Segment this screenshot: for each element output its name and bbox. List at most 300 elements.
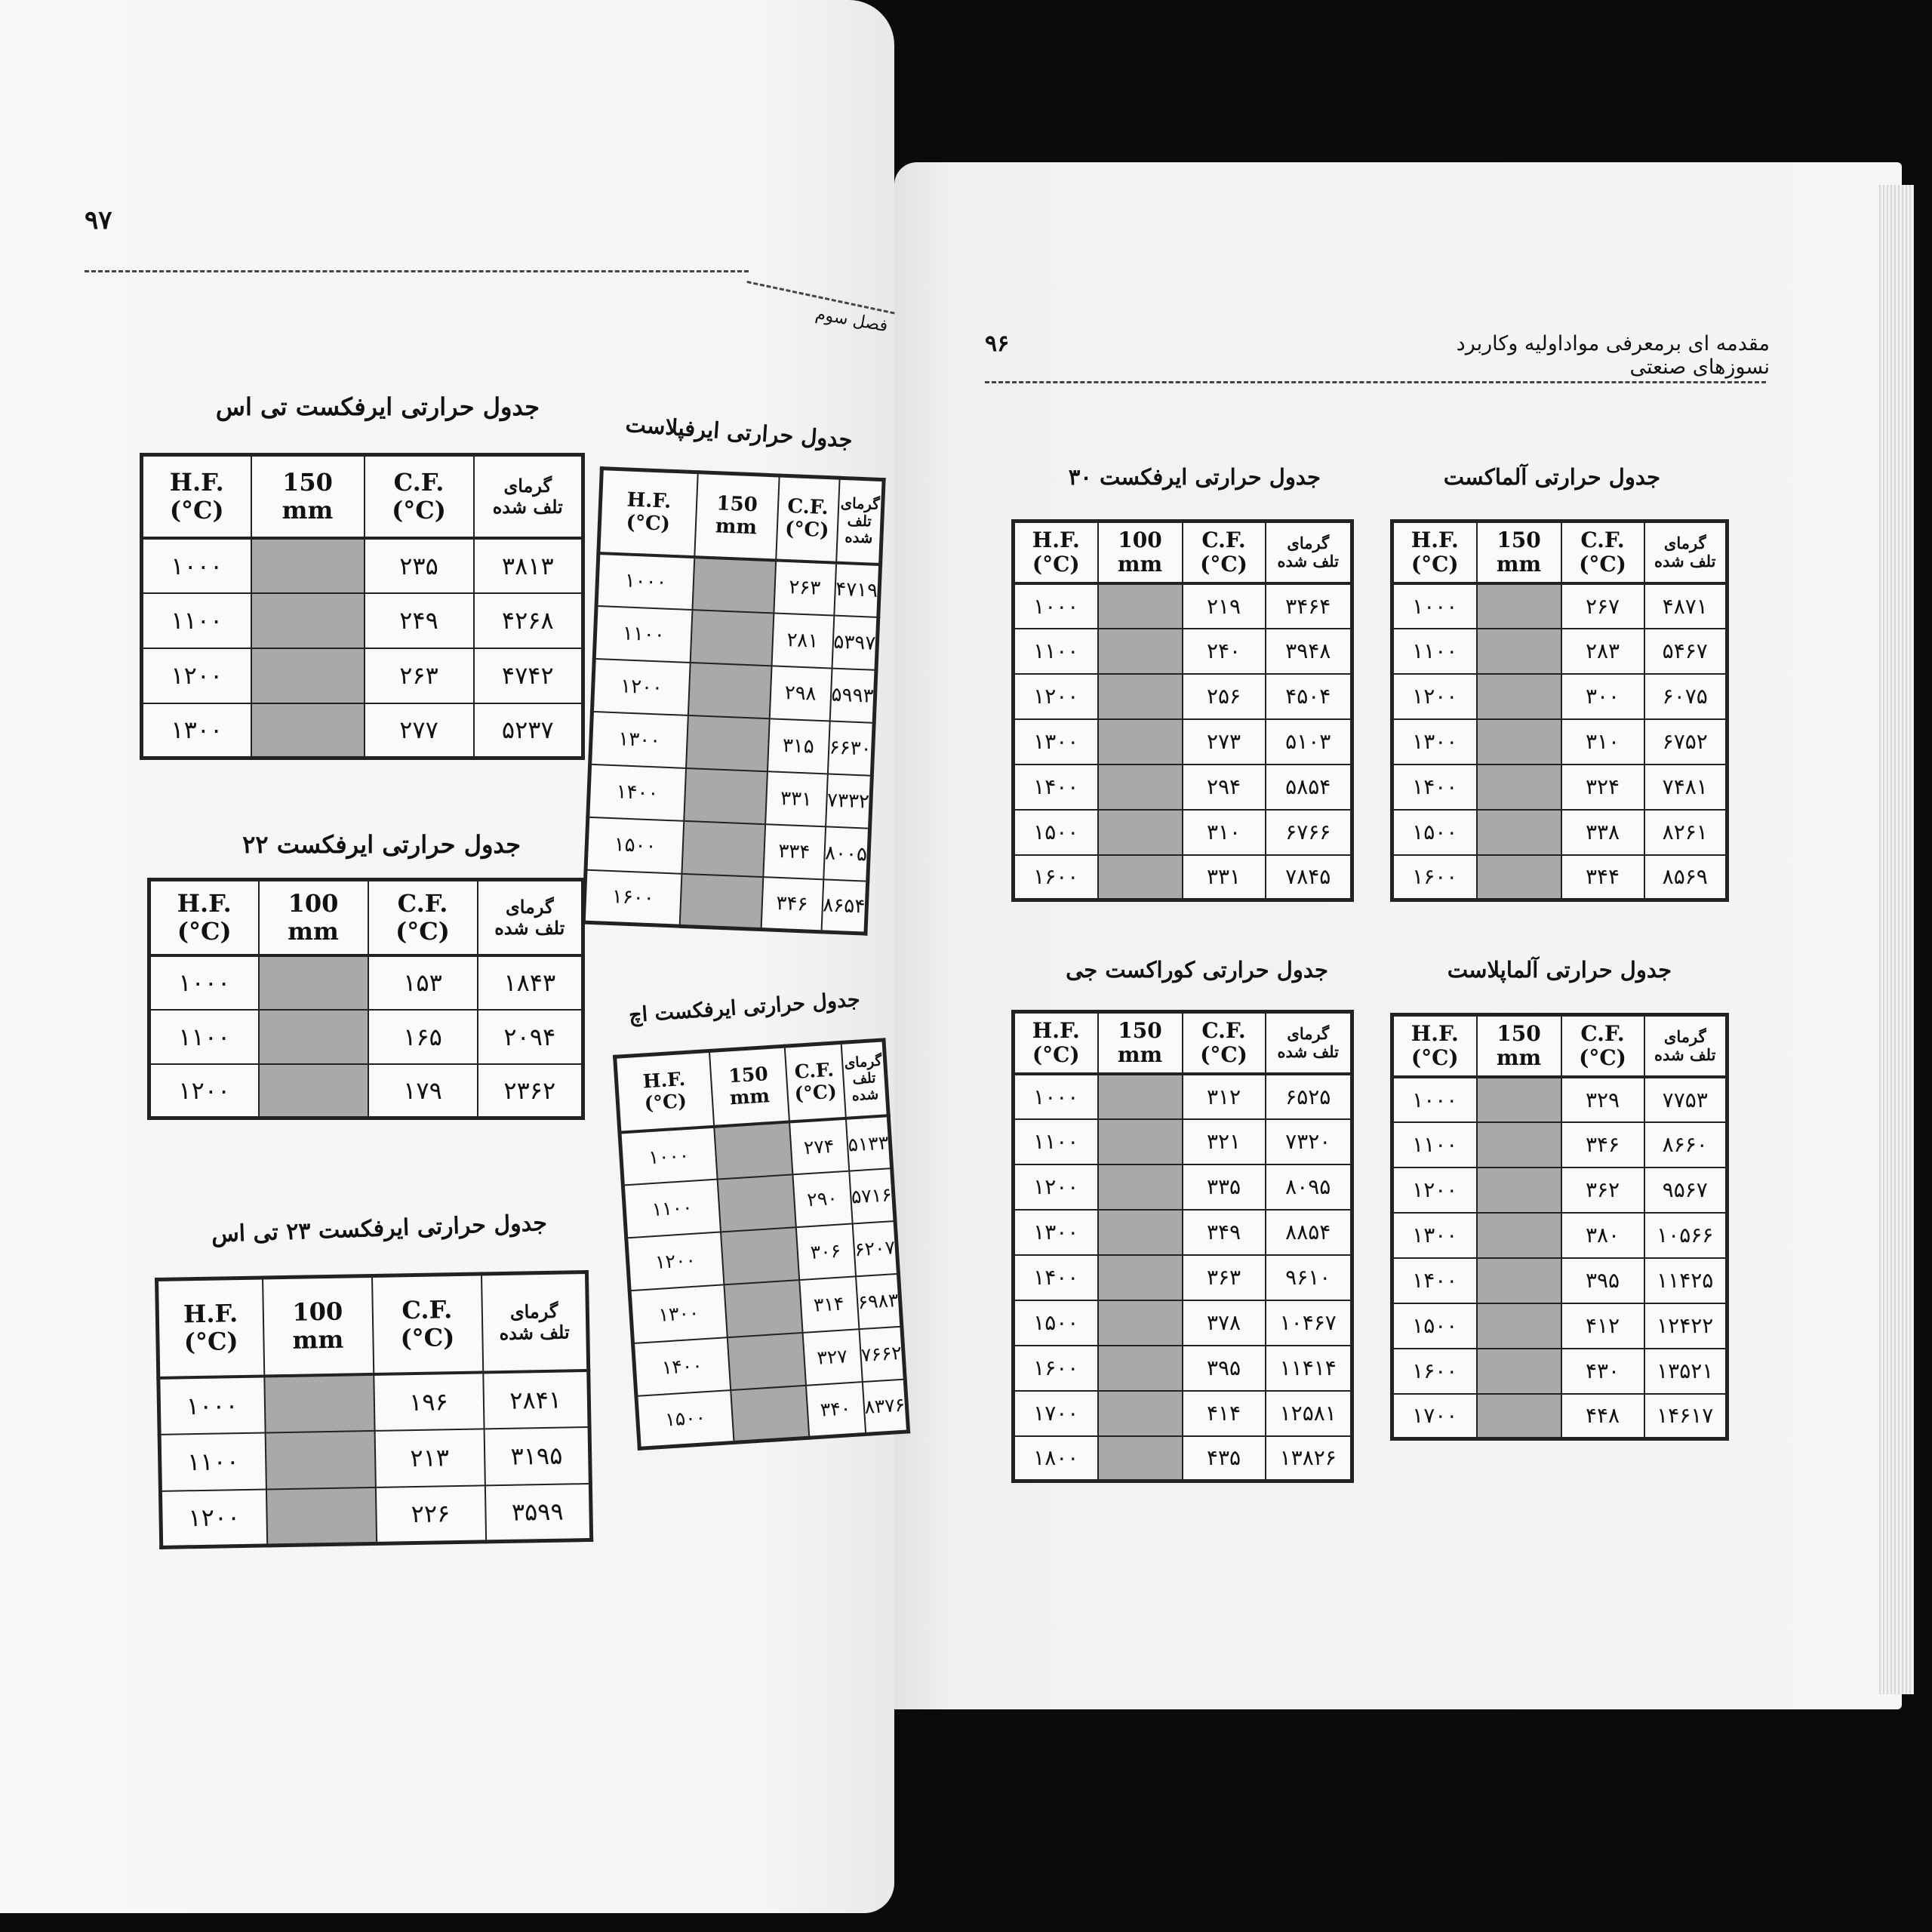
hot-face-cell: ۱۳۰۰ [629,1284,727,1343]
table-row [1392,1394,1727,1439]
cold-face-cell: ۴۱۲ [1561,1303,1644,1349]
hot-face-cell: ۱۵۰۰ [1392,1303,1477,1349]
heat-loss-cell: ۱۲۵۸۱ [1266,1391,1352,1436]
cold-face-cell: ۳۴۶ [1561,1122,1644,1168]
hot-face-cell: ۱۲۰۰ [1392,1168,1477,1213]
hot-face-cell: ۱۱۰۰ [159,1432,266,1491]
table-row [1392,1168,1727,1213]
heat-loss-cell: ۵۱۰۳ [1266,719,1352,764]
column-header: C.F. (°C) [784,1043,845,1122]
left-running-head: فصل سوم [814,304,890,337]
thickness-shade-cell [686,715,770,771]
hot-face-cell: ۱۱۰۰ [142,593,251,648]
table-row [1014,629,1352,674]
cold-face-cell: ۳۳۸ [1561,810,1644,855]
cold-face-cell: ۲۳۵ [365,538,474,593]
column-header: گرمای تلف شده [478,880,583,955]
table-title: جدول حرارتی ایرفکست ۲۳ تی اس [211,1210,548,1248]
heat-loss-cell: ۶۲۰۷ [852,1220,899,1275]
hot-face-cell: ۱۵۰۰ [1014,1300,1098,1346]
table-row [1392,1077,1727,1122]
column-header: H.F. (°C) [1392,1015,1477,1077]
hot-face-cell: ۱۲۰۰ [1392,674,1477,719]
right-running-head: مقدمه ای برمعرفی مواداولیه وکاربرد نسوزهای صنعتی [1456,332,1770,379]
hot-face-cell: ۱۰۰۰ [1392,583,1477,629]
cold-face-cell: ۳۲۴ [1561,764,1644,810]
cold-face-cell: ۳۱۰ [1561,719,1644,764]
table-row [142,538,583,593]
column-header: C.F. (°C) [1561,1015,1644,1077]
cold-face-cell: ۲۵۶ [1183,674,1266,719]
column-header: C.F. (°C) [1561,521,1644,583]
hot-face-cell: ۱۲۰۰ [149,1064,259,1118]
heat-loss-cell: ۱۰۵۶۶ [1644,1213,1727,1258]
thickness-shade-cell [727,1332,805,1389]
heat-loss-cell: ۴۲۶۸ [474,593,583,648]
table-title: جدول حرارتی ایرفکست ۲۲ [242,830,521,859]
thickness-shade-cell [251,648,365,703]
cold-face-cell: ۴۳۰ [1561,1349,1644,1394]
hot-face-cell: ۱۶۰۰ [1392,855,1477,900]
heat-table [1011,1010,1354,1483]
table-title: جدول حرارتی ایرفپلاست [624,411,854,453]
table-row [159,1426,590,1491]
column-header: گرمای تلف شده [1644,521,1727,583]
table-row [149,955,583,1010]
heat-loss-cell: ۹۶۱۰ [1266,1255,1352,1300]
cold-face-cell: ۲۸۱ [771,613,834,668]
table-row [583,869,868,934]
heat-loss-cell: ۷۷۵۳ [1644,1077,1727,1122]
thickness-shade-cell [251,538,365,593]
heat-table [582,466,886,936]
table-row [1014,1074,1352,1119]
thickness-shade-cell [1098,674,1183,719]
hot-face-cell: ۱۰۰۰ [596,553,694,610]
thickness-shade-cell [1098,764,1183,810]
hot-face-cell: ۱۶۰۰ [1014,855,1098,900]
column-header: 150 mm [1477,1015,1561,1077]
table-row [1014,1436,1352,1481]
heat-loss-cell: ۱۱۴۲۵ [1644,1258,1727,1303]
thickness-shade-cell [265,1430,375,1489]
column-header: گرمای تلف شده [836,478,884,564]
heat-loss-cell: ۸۲۶۱ [1644,810,1727,855]
table-row [1014,810,1352,855]
thickness-shade-cell [264,1374,374,1432]
hot-face-cell: ۱۴۰۰ [1392,1258,1477,1303]
hot-face-cell: ۱۱۰۰ [149,1010,259,1064]
heat-loss-cell: ۷۳۲۰ [1266,1119,1352,1164]
heat-table [1390,1013,1729,1441]
table-row [158,1370,589,1434]
table-row [1392,1122,1727,1168]
thickness-shade-cell [1098,1436,1183,1481]
column-header: 100 mm [259,880,368,955]
hot-face-cell: ۱۰۰۰ [158,1376,265,1434]
column-header: C.F. (°C) [1183,521,1266,583]
cold-face-cell: ۳۲۱ [1183,1119,1266,1164]
thickness-shade-cell [692,557,776,613]
thickness-shade-cell [731,1385,809,1442]
cold-face-cell: ۱۹۶ [374,1372,484,1431]
cold-face-cell: ۳۶۲ [1561,1168,1644,1213]
table-row [1014,1255,1352,1300]
column-header: 150 mm [1098,1012,1183,1074]
heat-loss-cell: ۴۷۴۲ [474,648,583,703]
heat-table [155,1270,593,1549]
thickness-shade-cell [1098,1164,1183,1210]
heat-loss-cell: ۸۵۶۹ [1644,855,1727,900]
thickness-shade-cell [681,820,765,876]
cold-face-cell: ۴۱۴ [1183,1391,1266,1436]
column-header: H.F. (°C) [1014,521,1098,583]
table-title: جدول حرارتی ایرفکست اچ [628,987,861,1028]
table-row [1014,583,1352,629]
thickness-shade-cell [251,703,365,758]
thickness-shade-cell [724,1280,802,1337]
table-row [1014,1119,1352,1164]
cold-face-cell: ۳۳۱ [765,771,828,826]
table-row [1392,855,1727,900]
column-header: 150 mm [694,472,779,560]
thickness-shade-cell [1477,674,1561,719]
hot-face-cell: ۱۱۰۰ [1392,629,1477,674]
column-header: H.F. (°C) [598,469,697,557]
table-row [142,593,583,648]
heat-loss-cell: ۵۴۶۷ [1644,629,1727,674]
heat-loss-cell: ۶۶۳۰ [827,721,874,775]
thickness-shade-cell [1098,810,1183,855]
table-row [1392,583,1727,629]
thickness-shade-cell [266,1487,376,1546]
column-header: C.F. (°C) [365,455,474,538]
table-title: جدول حرارتی آلماکست [1443,464,1660,490]
heat-loss-cell: ۶۷۶۶ [1266,810,1352,855]
hot-face-cell: ۱۳۰۰ [590,711,688,768]
thickness-shade-cell [1098,719,1183,764]
column-header: C.F. (°C) [368,880,478,955]
heat-loss-cell: ۳۱۹۵ [484,1426,590,1484]
cold-face-cell: ۳۹۵ [1561,1258,1644,1303]
heat-loss-cell: ۲۸۴۱ [483,1370,589,1428]
thickness-shade-cell [684,768,768,823]
hot-face-cell: ۱۰۰۰ [1014,1074,1098,1119]
cold-face-cell: ۲۶۳ [365,648,474,703]
thickness-shade-cell [1098,629,1183,674]
hot-face-cell: ۱۸۰۰ [1014,1436,1098,1481]
cold-face-cell: ۳۱۲ [1183,1074,1266,1119]
column-header: H.F. (°C) [149,880,259,955]
heat-loss-cell: ۱۳۵۲۱ [1644,1349,1727,1394]
thickness-shade-cell [714,1121,792,1179]
cold-face-cell: ۱۷۹ [368,1064,478,1118]
heat-loss-cell: ۳۸۱۳ [474,538,583,593]
hot-face-cell: ۱۵۰۰ [636,1390,734,1449]
cold-face-cell: ۲۷۷ [365,703,474,758]
thickness-shade-cell [1098,1074,1183,1119]
cold-face-cell: ۴۴۸ [1561,1394,1644,1439]
heat-loss-cell: ۵۳۹۷ [832,615,878,669]
column-header: 100 mm [263,1275,374,1376]
cold-face-cell: ۲۷۳ [1183,719,1266,764]
hot-face-cell: ۱۲۰۰ [626,1232,724,1291]
thickness-shade-cell [1477,583,1561,629]
hot-face-cell: ۱۰۰۰ [1392,1077,1477,1122]
column-header: H.F. (°C) [157,1278,264,1377]
hot-face-cell: ۱۰۰۰ [1014,583,1098,629]
heat-loss-cell: ۵۸۵۴ [1266,764,1352,810]
heat-loss-cell: ۵۲۳۷ [474,703,583,758]
table-row [149,1010,583,1064]
column-header: H.F. (°C) [142,455,251,538]
heat-loss-cell: ۴۷۱۹ [834,562,881,617]
hot-face-cell: ۱۴۰۰ [633,1337,731,1396]
heat-loss-cell: ۱۲۴۲۲ [1644,1303,1727,1349]
hot-face-cell: ۱۳۰۰ [1014,719,1098,764]
cold-face-cell: ۴۳۵ [1183,1436,1266,1481]
thickness-shade-cell [1477,810,1561,855]
thickness-shade-cell [1098,1391,1183,1436]
thickness-shade-cell [1477,719,1561,764]
thickness-shade-cell [1477,1213,1561,1258]
cold-face-cell: ۲۷۴ [789,1118,848,1174]
right-header-rule [985,381,1766,383]
heat-loss-cell: ۶۹۸۳ [856,1273,903,1328]
heat-loss-cell: ۱۳۸۲۶ [1266,1436,1352,1481]
thickness-shade-cell [1477,1349,1561,1394]
hot-face-cell: ۱۱۰۰ [1014,1119,1098,1164]
hot-face-cell: ۱۶۰۰ [1392,1349,1477,1394]
heat-loss-cell: ۸۶۵۴ [821,879,868,934]
heat-table [1011,519,1354,902]
hot-face-cell: ۱۴۰۰ [1014,764,1098,810]
cold-face-cell: ۳۱۰ [1183,810,1266,855]
heat-loss-cell: ۴۸۷۱ [1644,583,1727,629]
column-header: H.F. (°C) [1014,1012,1098,1074]
column-header: 150 mm [709,1046,789,1126]
cold-face-cell: ۳۰۶ [795,1223,855,1280]
table-row [1392,719,1727,764]
column-header: گرمای تلف شده [1266,1012,1352,1074]
thickness-shade-cell [1477,629,1561,674]
cold-face-cell: ۳۴۶ [761,877,823,932]
cold-face-cell: ۳۷۸ [1183,1300,1266,1346]
table-row [1392,764,1727,810]
cold-face-cell: ۳۱۵ [767,718,829,774]
cold-face-cell: ۲۴۰ [1183,629,1266,674]
hot-face-cell: ۱۰۰۰ [620,1126,717,1185]
hot-face-cell: ۱۴۰۰ [1014,1255,1098,1300]
heat-loss-cell: ۲۳۶۲ [478,1064,583,1118]
cold-face-cell: ۳۴۰ [805,1382,865,1438]
cold-face-cell: ۱۵۳ [368,955,478,1010]
table-row [1392,674,1727,719]
table-row [1392,1303,1727,1349]
thickness-shade-cell [1477,855,1561,900]
thickness-shade-cell [1477,1077,1561,1122]
table-row [1392,1213,1727,1258]
table-row [160,1483,591,1547]
cold-face-cell: ۲۹۸ [769,666,832,721]
table-row [1014,764,1352,810]
cold-face-cell: ۱۶۵ [368,1010,478,1064]
hot-face-cell: ۱۲۰۰ [1014,1164,1098,1210]
hot-face-cell: ۱۲۰۰ [592,658,690,715]
cold-face-cell: ۲۶۳ [774,560,836,615]
hot-face-cell: ۱۵۰۰ [586,817,684,873]
heat-loss-cell: ۸۸۵۴ [1266,1210,1352,1255]
table-row [1014,1210,1352,1255]
heat-loss-cell: ۶۵۲۵ [1266,1074,1352,1119]
table-row [1392,810,1727,855]
cold-face-cell: ۳۳۵ [1183,1164,1266,1210]
heat-loss-cell: ۳۵۹۹ [485,1483,591,1541]
column-header: گرمای تلف شده [481,1272,588,1372]
thickness-shade-cell [720,1227,798,1284]
table-row [142,703,583,758]
column-header: 100 mm [1098,521,1183,583]
heat-loss-cell: ۴۵۰۴ [1266,674,1352,719]
hot-face-cell: ۱۴۰۰ [588,764,686,820]
thickness-shade-cell [1477,764,1561,810]
heat-loss-cell: ۹۵۶۷ [1644,1168,1727,1213]
hot-face-cell: ۱۱۰۰ [1014,629,1098,674]
heat-loss-cell: ۱۴۶۱۷ [1644,1394,1727,1439]
thickness-shade-cell [1477,1258,1561,1303]
heat-table [1390,519,1729,902]
thickness-shade-cell [717,1174,795,1232]
table-row [1392,629,1727,674]
table-row [149,1064,583,1118]
thickness-shade-cell [688,662,771,718]
cold-face-cell: ۲۸۳ [1561,629,1644,674]
thickness-shade-cell [679,873,763,929]
hot-face-cell: ۱۱۰۰ [1392,1122,1477,1168]
table-title: جدول حرارتی کوراکست جی [1066,957,1328,983]
column-header: گرمای تلف شده [1644,1015,1727,1077]
hot-face-cell: ۱۳۰۰ [142,703,251,758]
heat-loss-cell: ۶۰۷۵ [1644,674,1727,719]
heat-loss-cell: ۵۱۳۳ [845,1115,892,1171]
column-header: C.F. (°C) [1183,1012,1266,1074]
heat-loss-cell: ۱۱۴۱۴ [1266,1346,1352,1391]
hot-face-cell: ۱۰۰۰ [142,538,251,593]
table-row [1014,1300,1352,1346]
thickness-shade-cell [251,593,365,648]
heat-loss-cell: ۸۶۶۰ [1644,1122,1727,1168]
heat-loss-cell: ۷۳۳۲ [826,774,872,828]
hot-face-cell: ۱۷۰۰ [1014,1391,1098,1436]
cold-face-cell: ۳۸۰ [1561,1213,1644,1258]
column-header: گرمای تلف شده [474,455,583,538]
heat-table [147,878,585,1120]
hot-face-cell: ۱۴۰۰ [1392,764,1477,810]
thickness-shade-cell [1098,583,1183,629]
page-edge [1879,185,1914,1694]
cold-face-cell: ۳۲۹ [1561,1077,1644,1122]
thickness-shade-cell [259,1064,368,1118]
heat-table [613,1038,910,1451]
right-page-number: ۹۶ [985,331,1010,357]
heat-table [140,453,585,760]
table-row [1392,1349,1727,1394]
heat-loss-cell: ۷۶۶۲ [859,1326,906,1381]
thickness-shade-cell [690,610,774,666]
heat-loss-cell: ۷۸۴۵ [1266,855,1352,900]
heat-loss-cell: ۳۹۴۸ [1266,629,1352,674]
hot-face-cell: ۱۱۰۰ [594,605,692,662]
table-row [1014,1391,1352,1436]
thickness-shade-cell [1477,1168,1561,1213]
hot-face-cell: ۱۵۰۰ [1392,810,1477,855]
heat-loss-cell: ۵۹۹۳ [829,668,876,722]
column-header: C.F. (°C) [776,475,839,562]
hot-face-cell: ۱۶۰۰ [583,869,681,926]
hot-face-cell: ۱۶۰۰ [1014,1346,1098,1391]
thickness-shade-cell [259,955,368,1010]
hot-face-cell: ۱۰۰۰ [149,955,259,1010]
heat-loss-cell: ۷۴۸۱ [1644,764,1727,810]
heat-loss-cell: ۸۰۹۵ [1266,1164,1352,1210]
column-header: گرمای تلف شده [1266,521,1352,583]
hot-face-cell: ۱۲۰۰ [1014,674,1098,719]
cold-face-cell: ۳۴۴ [1561,855,1644,900]
cold-face-cell: ۳۲۷ [802,1329,862,1386]
thickness-shade-cell [1477,1122,1561,1168]
column-header: 150 mm [1477,521,1561,583]
hot-face-cell: ۱۳۰۰ [1392,719,1477,764]
table-title: جدول حرارتی ایرفکست ۳۰ [1068,464,1321,490]
cold-face-cell: ۲۱۳ [374,1429,485,1487]
heat-loss-cell: ۶۷۵۲ [1644,719,1727,764]
thickness-shade-cell [1098,1210,1183,1255]
thickness-shade-cell [1098,1346,1183,1391]
table-row [1014,1346,1352,1391]
hot-face-cell: ۱۵۰۰ [1014,810,1098,855]
hot-face-cell: ۱۳۰۰ [1014,1210,1098,1255]
cold-face-cell: ۳۰۰ [1561,674,1644,719]
column-header: 150 mm [251,455,365,538]
hot-face-cell: ۱۳۰۰ [1392,1213,1477,1258]
thickness-shade-cell [259,1010,368,1064]
thickness-shade-cell [1098,1300,1183,1346]
table-row [1014,855,1352,900]
column-header: C.F. (°C) [371,1274,482,1374]
table-row [1014,719,1352,764]
hot-face-cell: ۱۷۰۰ [1392,1394,1477,1439]
thickness-shade-cell [1098,855,1183,900]
cold-face-cell: ۲۱۹ [1183,583,1266,629]
hot-face-cell: ۱۲۰۰ [142,648,251,703]
cold-face-cell: ۳۳۱ [1183,855,1266,900]
column-header: H.F. (°C) [615,1051,714,1132]
thickness-shade-cell [1477,1303,1561,1349]
cold-face-cell: ۲۹۰ [792,1171,852,1227]
column-header: H.F. (°C) [1392,521,1477,583]
heat-loss-cell: ۸۰۰۵ [823,826,870,881]
table-title: جدول حرارتی ایرفکست تی اس [215,392,540,421]
table-row [1014,1164,1352,1210]
hot-face-cell: ۱۱۰۰ [623,1179,720,1238]
cold-face-cell: ۲۴۹ [365,593,474,648]
table-row [1392,1258,1727,1303]
thickness-shade-cell [1477,1394,1561,1439]
heat-loss-cell: ۲۰۹۴ [478,1010,583,1064]
cold-face-cell: ۳۱۴ [799,1276,859,1333]
cold-face-cell: ۳۳۴ [763,824,826,879]
cold-face-cell: ۳۹۵ [1183,1346,1266,1391]
